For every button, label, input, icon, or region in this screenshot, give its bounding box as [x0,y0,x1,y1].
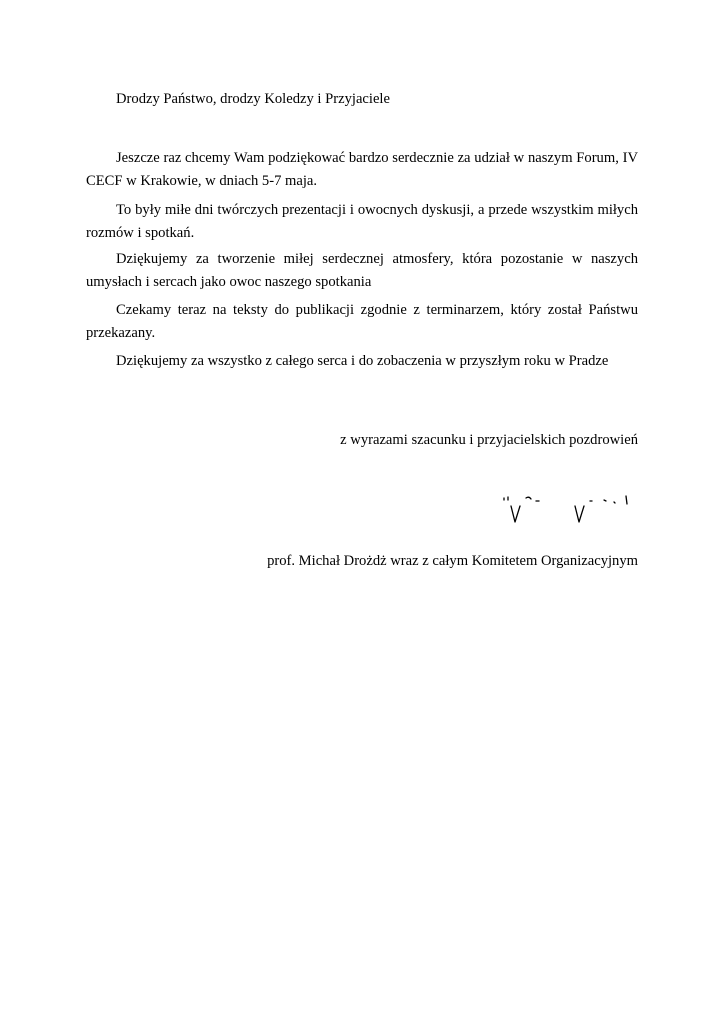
letter-paragraph-presentations: To były miłe dni twórczych prezentacji i owocnych dyskusji, a przede wszystkim miłych rozmów i spotkań. [86,202,638,241]
letter-paragraph-publication: Czekamy teraz na teksty do publikacji zgodnie z terminarzem, który został Państwu przekazany. [86,302,638,341]
letter-paragraph-atmosphere: Dziękujemy za tworzenie miłej serdecznej atmosfery, która pozostanie w naszych umysłach i sercach jako owoc naszego spotkania [86,251,638,290]
letter-closing: z wyrazami szacunku i przyjacielskich pozdrowień [340,432,638,448]
letter-signer: prof. Michał Drożdż wraz z całym Komitetem Organizacyjnym [267,553,638,569]
letter-greeting: Drodzy Państwo, drodzy Koledzy i Przyjaciele [116,91,390,107]
handwritten-signature [498,492,638,532]
letter-paragraph-farewell: Dziękujemy za wszystko z całego serca i do zobaczenia w przyszłym roku w Pradze [116,353,609,369]
letter-paragraph-thanks: Jeszcze raz chcemy Wam podziękować bardzo serdecznie za udział w naszym Forum, IV CECF w Krakowie, w dniach 5-7 maja. [86,150,638,189]
